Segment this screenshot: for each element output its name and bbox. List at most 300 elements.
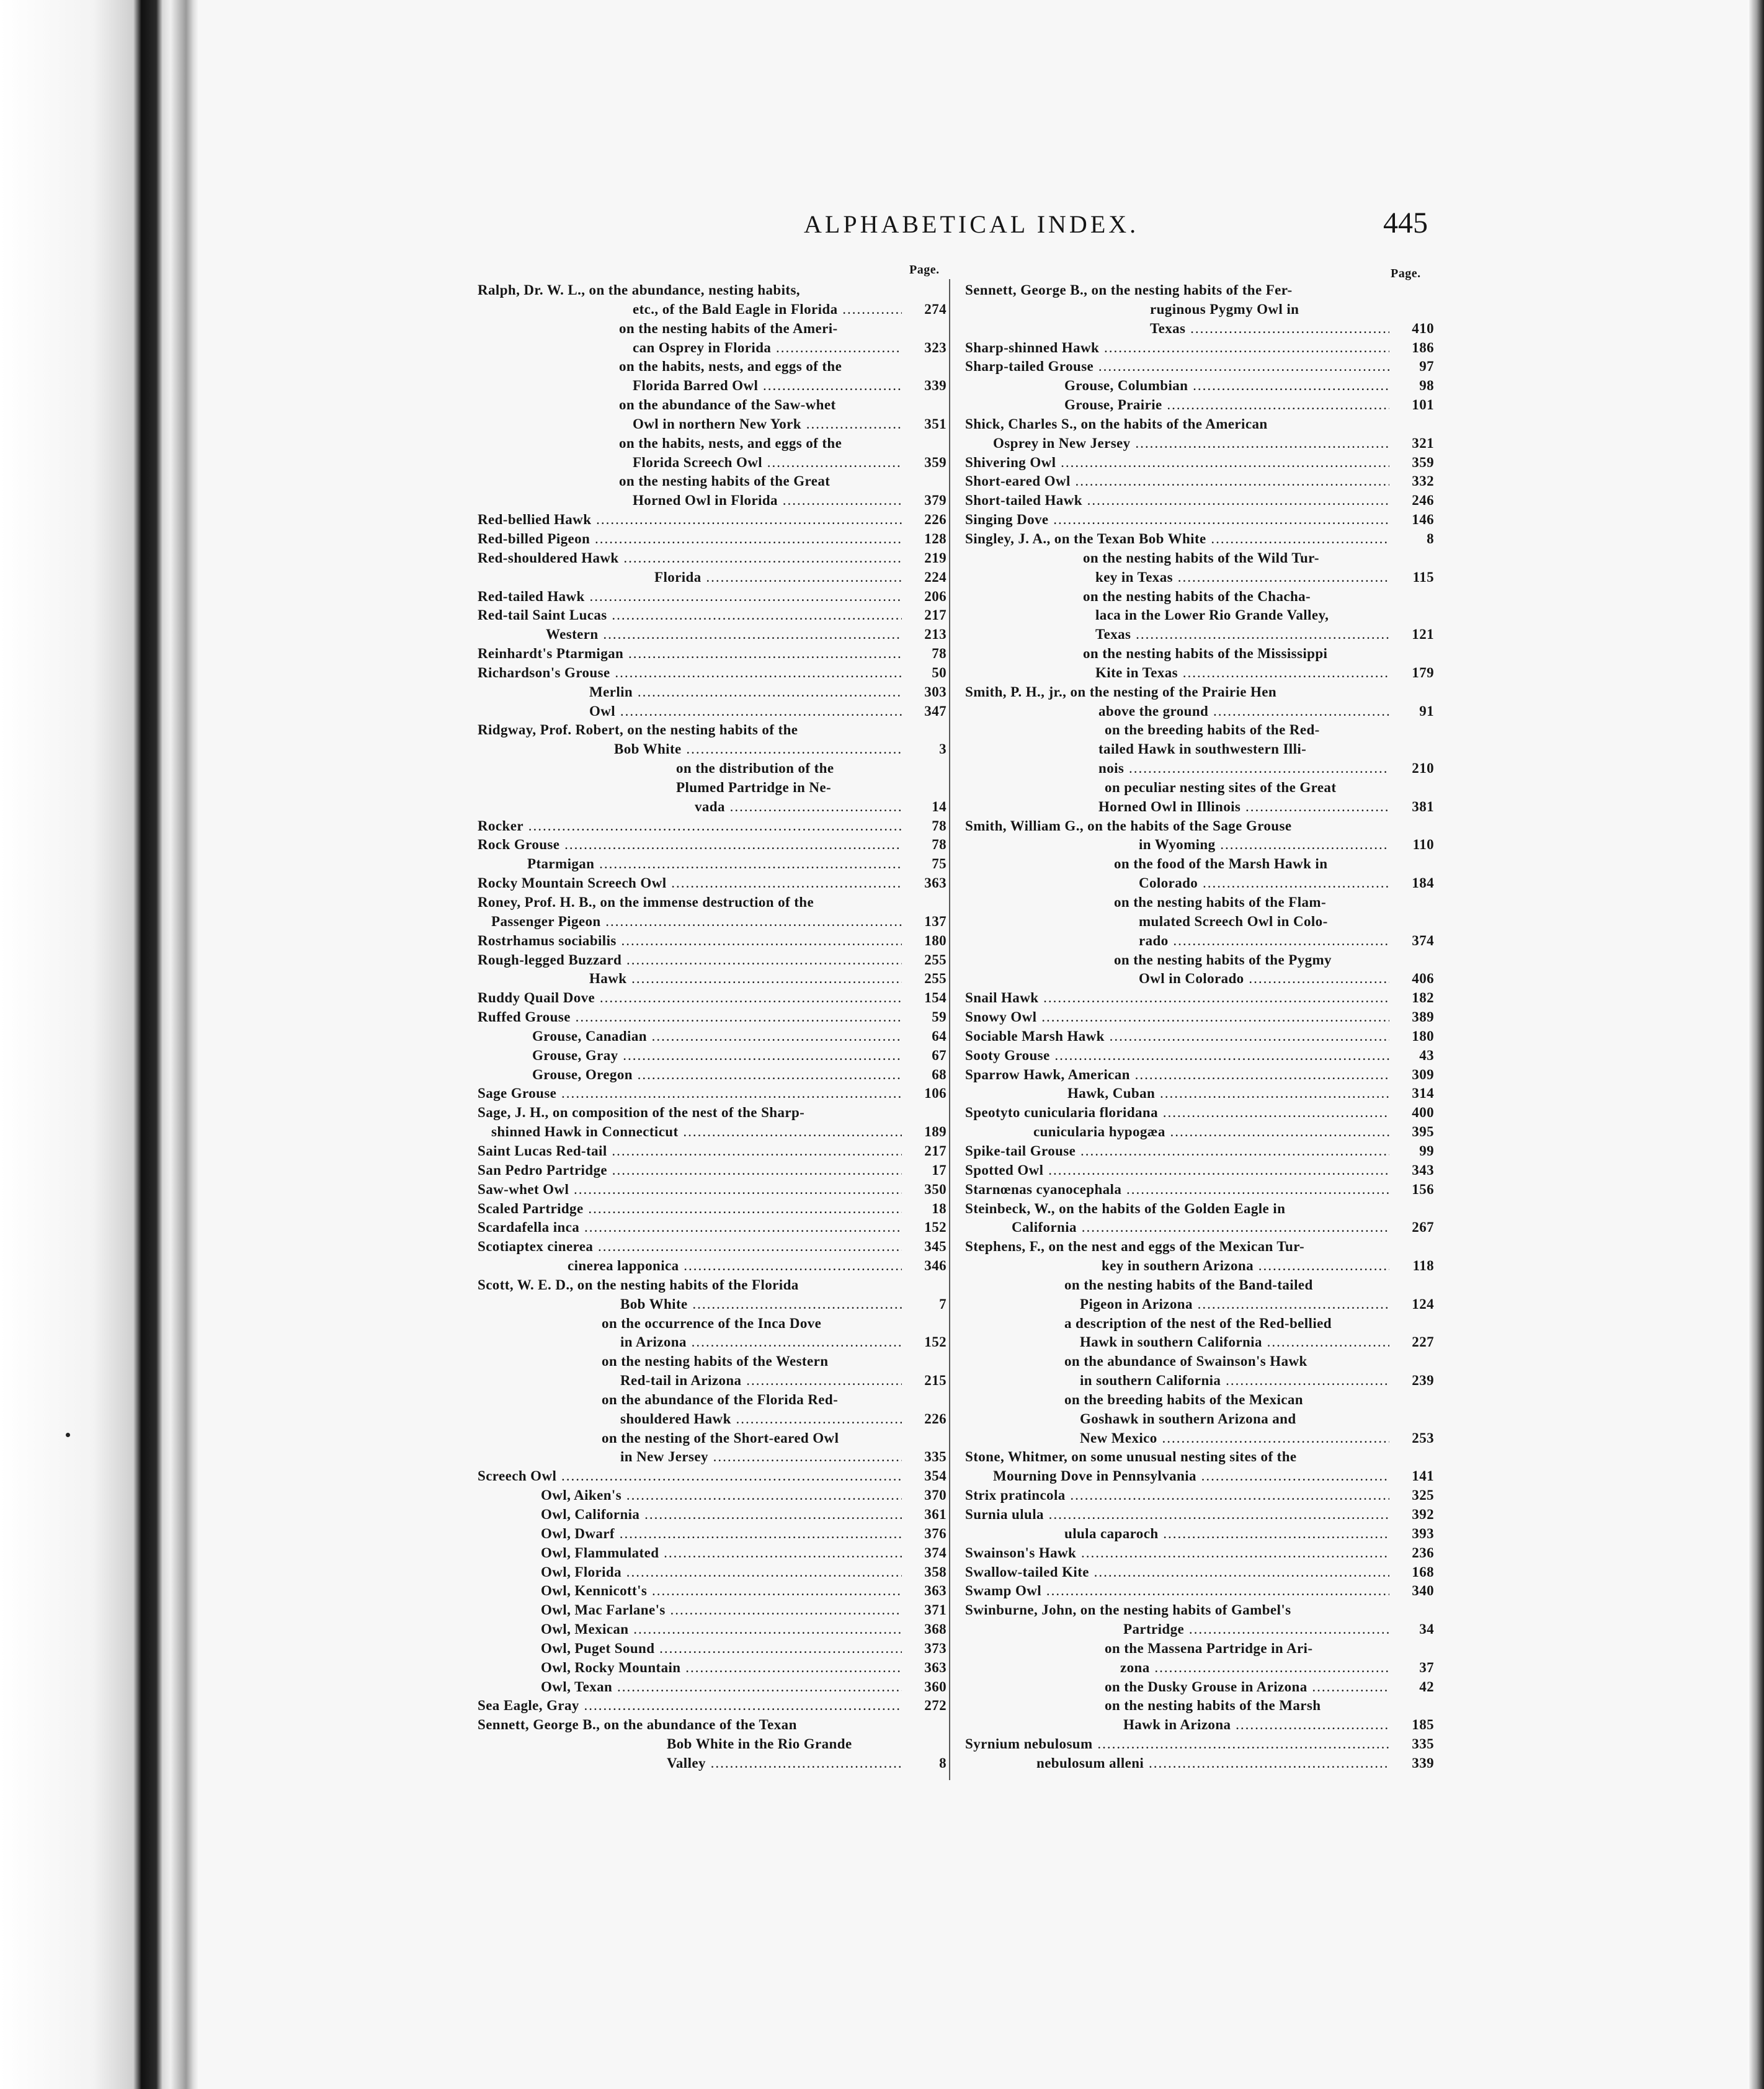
index-entry: [965, 835, 1434, 855]
entry-text: Spotted Owl .....: [965, 1161, 1389, 1180]
page-ref: 346: [924, 1258, 947, 1274]
page-ref: 371: [924, 1602, 947, 1618]
entry-text: Owl, Dwarf .....: [541, 1525, 902, 1544]
index-entry: [478, 989, 947, 1008]
page-ref: 75: [932, 856, 947, 872]
entry-text: Shivering Owl .....: [965, 453, 1389, 473]
index-entry: [965, 549, 1434, 568]
index-entry: [478, 1276, 947, 1295]
index-entry: [478, 1333, 947, 1352]
entry-text: Smith, William G., on the habits of the Sage Grouse: [965, 817, 1292, 834]
index-entry: [965, 376, 1434, 396]
entry-text: on the nesting habits of the Great: [619, 473, 831, 489]
index-entry: [478, 300, 947, 319]
entry-text: Owl, Texan .....: [541, 1678, 902, 1697]
entry-text: Sociable Marsh Hawk .....: [965, 1027, 1389, 1046]
index-entry: [478, 357, 947, 376]
index-entry: [478, 874, 947, 893]
page-ref: 43: [1419, 1047, 1434, 1063]
entry-text: zona .....: [1120, 1659, 1389, 1678]
index-entry: [478, 415, 947, 434]
page-ref: 185: [1412, 1717, 1434, 1733]
entry-text: Scott, W. E. D., on the nesting habits of the Florida: [478, 1276, 799, 1293]
entry-text: Sage Grouse .....: [478, 1084, 902, 1103]
index-entry: [965, 1486, 1434, 1505]
page-ref: 374: [924, 1544, 947, 1561]
index-entry: [965, 453, 1434, 473]
index-entry: [478, 759, 947, 778]
entry-text: Bob White .....: [620, 1295, 902, 1314]
index-entry: [965, 1218, 1434, 1237]
page-ref: 118: [1412, 1258, 1434, 1274]
index-entry: [965, 625, 1434, 644]
index-entry: [478, 472, 947, 491]
entry-text: Speotyto cunicularia floridana .....: [965, 1103, 1389, 1123]
entry-text: Texas .....: [1150, 319, 1389, 339]
entry-text: Rocky Mountain Screech Owl .....: [478, 874, 902, 893]
entry-text: Grouse, Oregon .....: [532, 1066, 902, 1085]
entry-text: Owl, Mexican .....: [541, 1620, 902, 1639]
index-entry: [478, 1084, 947, 1103]
entry-text: Sage, J. H., on composition of the nest of the Sharp-: [478, 1105, 805, 1121]
index-entry: [478, 912, 947, 932]
index-entry: [478, 1696, 947, 1716]
entry-text: New Mexico .....: [1080, 1429, 1389, 1448]
page-ref: 179: [1412, 664, 1434, 680]
entry-text: Owl, Rocky Mountain .....: [541, 1659, 902, 1678]
index-entry: [478, 396, 947, 415]
index-entry: [478, 281, 947, 300]
entry-text: Swinburne, John, on the nesting habits of Gambel's: [965, 1602, 1291, 1618]
page-ref: 379: [924, 492, 947, 509]
page-ref: 363: [924, 1583, 947, 1599]
page-ref: 361: [924, 1507, 947, 1522]
running-title: ALPHABETICAL INDEX.: [804, 210, 1139, 238]
entry-text: key in southern Arizona .....: [1102, 1257, 1389, 1276]
index-entry: [478, 817, 947, 836]
entry-text: Richardson's Grouse .....: [478, 664, 902, 683]
entry-text: on the distribution of the: [676, 760, 834, 777]
entry-text: cunicularia hypogæa .....: [1033, 1123, 1389, 1142]
entry-text: Owl .....: [589, 702, 902, 721]
entry-text: Plumed Partridge in Ne-: [676, 779, 832, 795]
page-ref: 255: [924, 971, 947, 987]
index-entry: [478, 1142, 947, 1161]
entry-text: Hawk .....: [589, 969, 902, 989]
right-page-column-label: Page.: [1391, 267, 1421, 280]
page-ref: 168: [1412, 1564, 1434, 1580]
index-entry: [965, 510, 1434, 530]
index-entry: [478, 1754, 947, 1773]
page-ref: 335: [924, 1449, 947, 1465]
page-ref: 368: [924, 1621, 947, 1637]
index-entry: [965, 606, 1434, 625]
entry-text: Pigeon in Arizona .....: [1080, 1295, 1389, 1314]
page-ref: 323: [924, 339, 947, 355]
index-entry: [965, 1314, 1434, 1334]
index-entry: [965, 1103, 1434, 1123]
page-ref: 189: [924, 1124, 947, 1140]
page-ref: 370: [924, 1487, 947, 1503]
page-ref: 343: [1412, 1162, 1434, 1178]
entry-text: on the nesting habits of the Flam-: [1114, 894, 1327, 910]
index-entry: [478, 1180, 947, 1200]
page-ref: 8: [1427, 530, 1434, 546]
entry-text: on the breeding habits of the Red-: [1105, 722, 1320, 738]
page-ref: 42: [1419, 1678, 1434, 1695]
index-entry: [965, 1084, 1434, 1103]
page-ref: 78: [932, 646, 947, 662]
entry-text: Owl, Flammulated .....: [541, 1544, 902, 1563]
index-entry: [478, 969, 947, 989]
page-ref: 34: [1419, 1621, 1434, 1637]
page-ref: 50: [932, 664, 947, 680]
page-ref: 374: [1412, 932, 1434, 948]
index-entry: [965, 817, 1434, 836]
page-ref: 14: [932, 798, 947, 814]
entry-text: Grouse, Gray .....: [532, 1046, 902, 1066]
page-ref: 68: [932, 1066, 947, 1082]
page-ref: 217: [924, 607, 947, 623]
page-ref: 128: [924, 530, 947, 546]
entry-text: Shick, Charles S., on the habits of the American: [965, 416, 1268, 432]
page-ref: 217: [924, 1142, 947, 1159]
index-entry: [478, 530, 947, 549]
page-number: 445: [1383, 207, 1428, 239]
entry-text: on the nesting habits of the Ameri-: [619, 320, 838, 336]
page-ref: 227: [1412, 1334, 1434, 1350]
index-entry: [478, 510, 947, 530]
entry-text: Rostrhamus sociabilis .....: [478, 932, 902, 951]
index-entry: [478, 1237, 947, 1257]
page-ref: 59: [932, 1009, 947, 1025]
page-ref: 182: [1412, 990, 1434, 1006]
entry-text: Syrnium nebulosum .....: [965, 1735, 1389, 1754]
page-ref: 395: [1412, 1124, 1434, 1140]
entry-text: Spike-tail Grouse .....: [965, 1142, 1389, 1161]
page-ref: 215: [924, 1373, 947, 1389]
index-entry: [478, 1123, 947, 1142]
index-entry: [965, 1046, 1434, 1066]
index-entry: [965, 1429, 1434, 1448]
page-ref: 363: [924, 1659, 947, 1675]
entry-text: on the nesting habits of the Mississippi: [1083, 646, 1328, 662]
index-entry: [478, 1429, 947, 1448]
index-entry: [478, 1371, 947, 1391]
entry-text: Horned Owl in Illinois .....: [1098, 798, 1389, 817]
entry-text: Kite in Texas .....: [1095, 664, 1389, 683]
index-entry: [478, 740, 947, 759]
index-entry: [478, 491, 947, 510]
page-ref: 351: [924, 416, 947, 432]
entry-text: Hawk in southern California .....: [1080, 1333, 1389, 1352]
page-ref: 410: [1412, 320, 1434, 336]
page-ref: 186: [1412, 339, 1434, 355]
index-entry: [478, 1161, 947, 1180]
index-column-right: [965, 281, 1434, 1773]
entry-text: Owl, Puget Sound .....: [541, 1639, 902, 1659]
index-entry: [478, 644, 947, 664]
index-entry: [965, 1008, 1434, 1027]
index-entry: [478, 1046, 947, 1066]
page-ref: 7: [939, 1296, 947, 1312]
index-entry: [965, 969, 1434, 989]
entry-text: Red-tailed Hawk .....: [478, 587, 902, 607]
index-entry: [965, 1639, 1434, 1659]
page-ref: 400: [1412, 1105, 1434, 1121]
page-ref: 67: [932, 1047, 947, 1063]
page-ref: 255: [924, 951, 947, 968]
index-entry: [965, 568, 1434, 587]
entry-text: Sennett, George B., on the abundance of the Texan: [478, 1717, 797, 1733]
entry-text: Ruddy Quail Dove .....: [478, 989, 902, 1008]
entry-text: Passenger Pigeon .....: [491, 912, 902, 932]
entry-text: Western .....: [546, 625, 902, 644]
page-ref: 314: [1412, 1085, 1434, 1102]
index-entry: [965, 798, 1434, 817]
page-ref: 309: [1412, 1066, 1434, 1082]
entry-text: Colorado .....: [1139, 874, 1389, 893]
index-entry: [478, 1678, 947, 1697]
page-ref: 3: [939, 741, 947, 757]
index-entry: [965, 530, 1434, 549]
entry-text: Swainson's Hawk .....: [965, 1544, 1389, 1563]
entry-text: Grouse, Columbian .....: [1064, 376, 1389, 396]
entry-text: on peculiar nesting sites of the Great: [1105, 779, 1337, 795]
page-ref: 184: [1412, 875, 1434, 891]
page-ref: 37: [1419, 1659, 1434, 1675]
index-entry: [965, 1123, 1434, 1142]
entry-text: laca in the Lower Rio Grande Valley,: [1095, 607, 1329, 623]
entry-text: Owl, Kennicott's .....: [541, 1582, 902, 1601]
index-entry: [965, 912, 1434, 932]
entry-text: Singley, J. A., on the Texan Bob White .....: [965, 530, 1389, 549]
page-ref: 8: [939, 1755, 947, 1771]
index-entry: [965, 759, 1434, 778]
entry-text: Florida Screech Owl .....: [633, 453, 902, 473]
index-entry: [965, 1448, 1434, 1467]
column-divider: [949, 279, 950, 1780]
index-entry: [965, 491, 1434, 510]
index-entry: [965, 1161, 1434, 1180]
index-entry: [478, 1352, 947, 1371]
index-entry: [965, 1142, 1434, 1161]
index-entry: [965, 1276, 1434, 1295]
index-entry: [965, 1754, 1434, 1773]
entry-text: Red-billed Pigeon .....: [478, 530, 902, 549]
index-entry: [965, 434, 1434, 453]
entry-text: on the nesting habits of the Western: [602, 1353, 829, 1370]
entry-text: Surnia ulula .....: [965, 1505, 1389, 1525]
index-entry: [965, 357, 1434, 376]
entry-text: Sharp-tailed Grouse .....: [965, 357, 1389, 376]
index-entry: [965, 1237, 1434, 1257]
index-entry: [965, 339, 1434, 358]
entry-text: on the habits, nests, and eggs of the: [619, 435, 842, 451]
index-entry: [478, 587, 947, 607]
entry-text: Swallow-tailed Kite .....: [965, 1563, 1389, 1582]
entry-text: Roney, Prof. H. B., on the immense destruction of the: [478, 894, 814, 910]
index-entry: [965, 1696, 1434, 1716]
entry-text: Starnœnas cyanocephala .....: [965, 1180, 1389, 1200]
page-ref: 64: [932, 1028, 947, 1044]
index-entry: [478, 721, 947, 740]
index-entry: [965, 1601, 1434, 1620]
entry-text: in Wyoming .....: [1139, 835, 1389, 855]
entry-text: above the ground .....: [1098, 702, 1389, 721]
entry-text: Strix pratincola .....: [965, 1486, 1389, 1505]
index-entry: [965, 1295, 1434, 1314]
page-ref: 121: [1412, 626, 1434, 643]
page-ref: 373: [924, 1640, 947, 1656]
index-entry: [965, 1582, 1434, 1601]
entry-text: on the abundance of Swainson's Hawk: [1064, 1353, 1307, 1370]
page-ref: 246: [1412, 492, 1434, 509]
entry-text: on the Massena Partridge in Ari-: [1105, 1640, 1313, 1656]
entry-text: vada .....: [695, 798, 902, 817]
page-ref: 363: [924, 875, 947, 891]
index-entry: [965, 1505, 1434, 1525]
entry-text: Valley .....: [667, 1754, 902, 1773]
entry-text: Owl, California .....: [541, 1505, 902, 1525]
index-entry: [965, 319, 1434, 339]
page-ref: 91: [1419, 703, 1434, 719]
index-entry: [965, 1180, 1434, 1200]
page-ref: 354: [924, 1468, 947, 1484]
page-ref: 360: [924, 1678, 947, 1695]
index-entry: [965, 740, 1434, 759]
entry-text: Texas .....: [1095, 625, 1389, 644]
page-ref: 219: [924, 550, 947, 566]
page-ref: 267: [1412, 1219, 1434, 1236]
page-ref: 253: [1412, 1430, 1434, 1446]
entry-text: Ruffed Grouse .....: [478, 1008, 902, 1027]
page-ref: 156: [1412, 1181, 1434, 1197]
index-entry: [478, 1257, 947, 1276]
index-entry: [478, 1218, 947, 1237]
index-entry: [965, 951, 1434, 970]
page-ref: 335: [1412, 1736, 1434, 1752]
entry-text: Saw-whet Owl .....: [478, 1180, 902, 1200]
page-ref: 239: [1412, 1373, 1434, 1389]
entry-text: Singing Dove .....: [965, 510, 1389, 530]
index-entry: [478, 951, 947, 970]
index-entry: [478, 376, 947, 396]
page-ref: 350: [924, 1181, 947, 1197]
entry-text: Rough-legged Buzzard .....: [478, 951, 902, 970]
binding-edge: [0, 0, 198, 2089]
entry-text: nebulosum alleni .....: [1036, 1754, 1389, 1773]
scan-edge-right: [1748, 0, 1764, 2089]
index-entry: [478, 1410, 947, 1429]
entry-text: on the nesting of the Short-eared Owl: [602, 1430, 839, 1446]
index-entry: [478, 1620, 947, 1639]
index-entry: [478, 1295, 947, 1314]
index-entry: [478, 1659, 947, 1678]
entry-text: Mourning Dove in Pennsylvania .....: [993, 1467, 1389, 1486]
page-ref: 376: [924, 1525, 947, 1541]
page-ref: 226: [924, 1410, 947, 1427]
index-entry: [478, 683, 947, 702]
index-entry: [478, 319, 947, 339]
index-entry: [965, 702, 1434, 721]
index-entry: [478, 606, 947, 625]
index-entry: [965, 1333, 1434, 1352]
entry-text: on the abundance of the Saw-whet: [619, 397, 836, 413]
index-entry: [478, 1544, 947, 1563]
index-entry: [478, 1735, 947, 1754]
page-ref: 146: [1412, 512, 1434, 528]
page-ref: 101: [1412, 397, 1434, 413]
entry-text: nois .....: [1098, 759, 1389, 778]
index-entry: [478, 1008, 947, 1027]
page-ref: 392: [1412, 1507, 1434, 1522]
entry-text: on the nesting habits of the Chacha-: [1083, 588, 1311, 604]
index-entry: [478, 1486, 947, 1505]
page-ref: 106: [924, 1085, 947, 1102]
page-ref: 154: [924, 990, 947, 1006]
index-entry: [965, 1066, 1434, 1085]
entry-text: Snowy Owl .....: [965, 1008, 1389, 1027]
index-entry: [478, 1066, 947, 1085]
page-ref: 18: [932, 1200, 947, 1216]
index-entry: [478, 932, 947, 951]
entry-text: Smith, P. H., jr., on the nesting of the Prairie Hen: [965, 684, 1277, 700]
entry-text: rado .....: [1139, 932, 1389, 951]
entry-text: cinerea lapponica .....: [568, 1257, 902, 1276]
index-entry: [965, 1659, 1434, 1678]
entry-text: etc., of the Bald Eagle in Florida .....: [633, 300, 902, 319]
index-entry: [478, 1027, 947, 1046]
index-entry: [478, 1563, 947, 1582]
entry-text: Reinhardt's Ptarmigan .....: [478, 644, 902, 664]
entry-text: Scotiaptex cinerea .....: [478, 1237, 902, 1257]
entry-text: Ridgway, Prof. Robert, on the nesting habits of the: [478, 722, 798, 738]
index-entry: [965, 1352, 1434, 1371]
entry-text: Short-eared Owl .....: [965, 472, 1389, 491]
page-ref: 224: [924, 569, 947, 585]
index-entry: [965, 1257, 1434, 1276]
entry-text: a description of the nest of the Red-bellied: [1064, 1315, 1332, 1331]
page-ref: 78: [932, 837, 947, 853]
entry-text: key in Texas .....: [1095, 568, 1389, 587]
index-entry: [965, 1563, 1434, 1582]
left-page-column-label: Page.: [909, 263, 940, 277]
page-ref: 393: [1412, 1525, 1434, 1541]
entry-text: on the nesting habits of the Marsh: [1105, 1698, 1321, 1714]
page-ref: 137: [924, 913, 947, 929]
page-ref: 359: [924, 454, 947, 470]
index-entry: [478, 434, 947, 453]
entry-text: Florida .....: [654, 568, 902, 587]
entry-text: Bob White .....: [614, 740, 902, 759]
page-ref: 78: [932, 817, 947, 834]
index-entry: [965, 1544, 1434, 1563]
page-ref: 210: [1412, 760, 1434, 777]
entry-text: Sparrow Hawk, American .....: [965, 1066, 1389, 1085]
entry-text: Goshawk in southern Arizona and: [1080, 1410, 1296, 1427]
index-entry: [965, 778, 1434, 798]
index-entry: [965, 1410, 1434, 1429]
entry-text: Red-tail in Arizona .....: [620, 1371, 902, 1391]
index-entry: [478, 835, 947, 855]
page-ref: 141: [1412, 1468, 1434, 1484]
entry-text: Grouse, Prairie .....: [1064, 396, 1389, 415]
page-ref: 152: [924, 1219, 947, 1236]
page-ref: 389: [1412, 1009, 1434, 1025]
index-entry: [965, 1525, 1434, 1544]
index-entry: [478, 1582, 947, 1601]
